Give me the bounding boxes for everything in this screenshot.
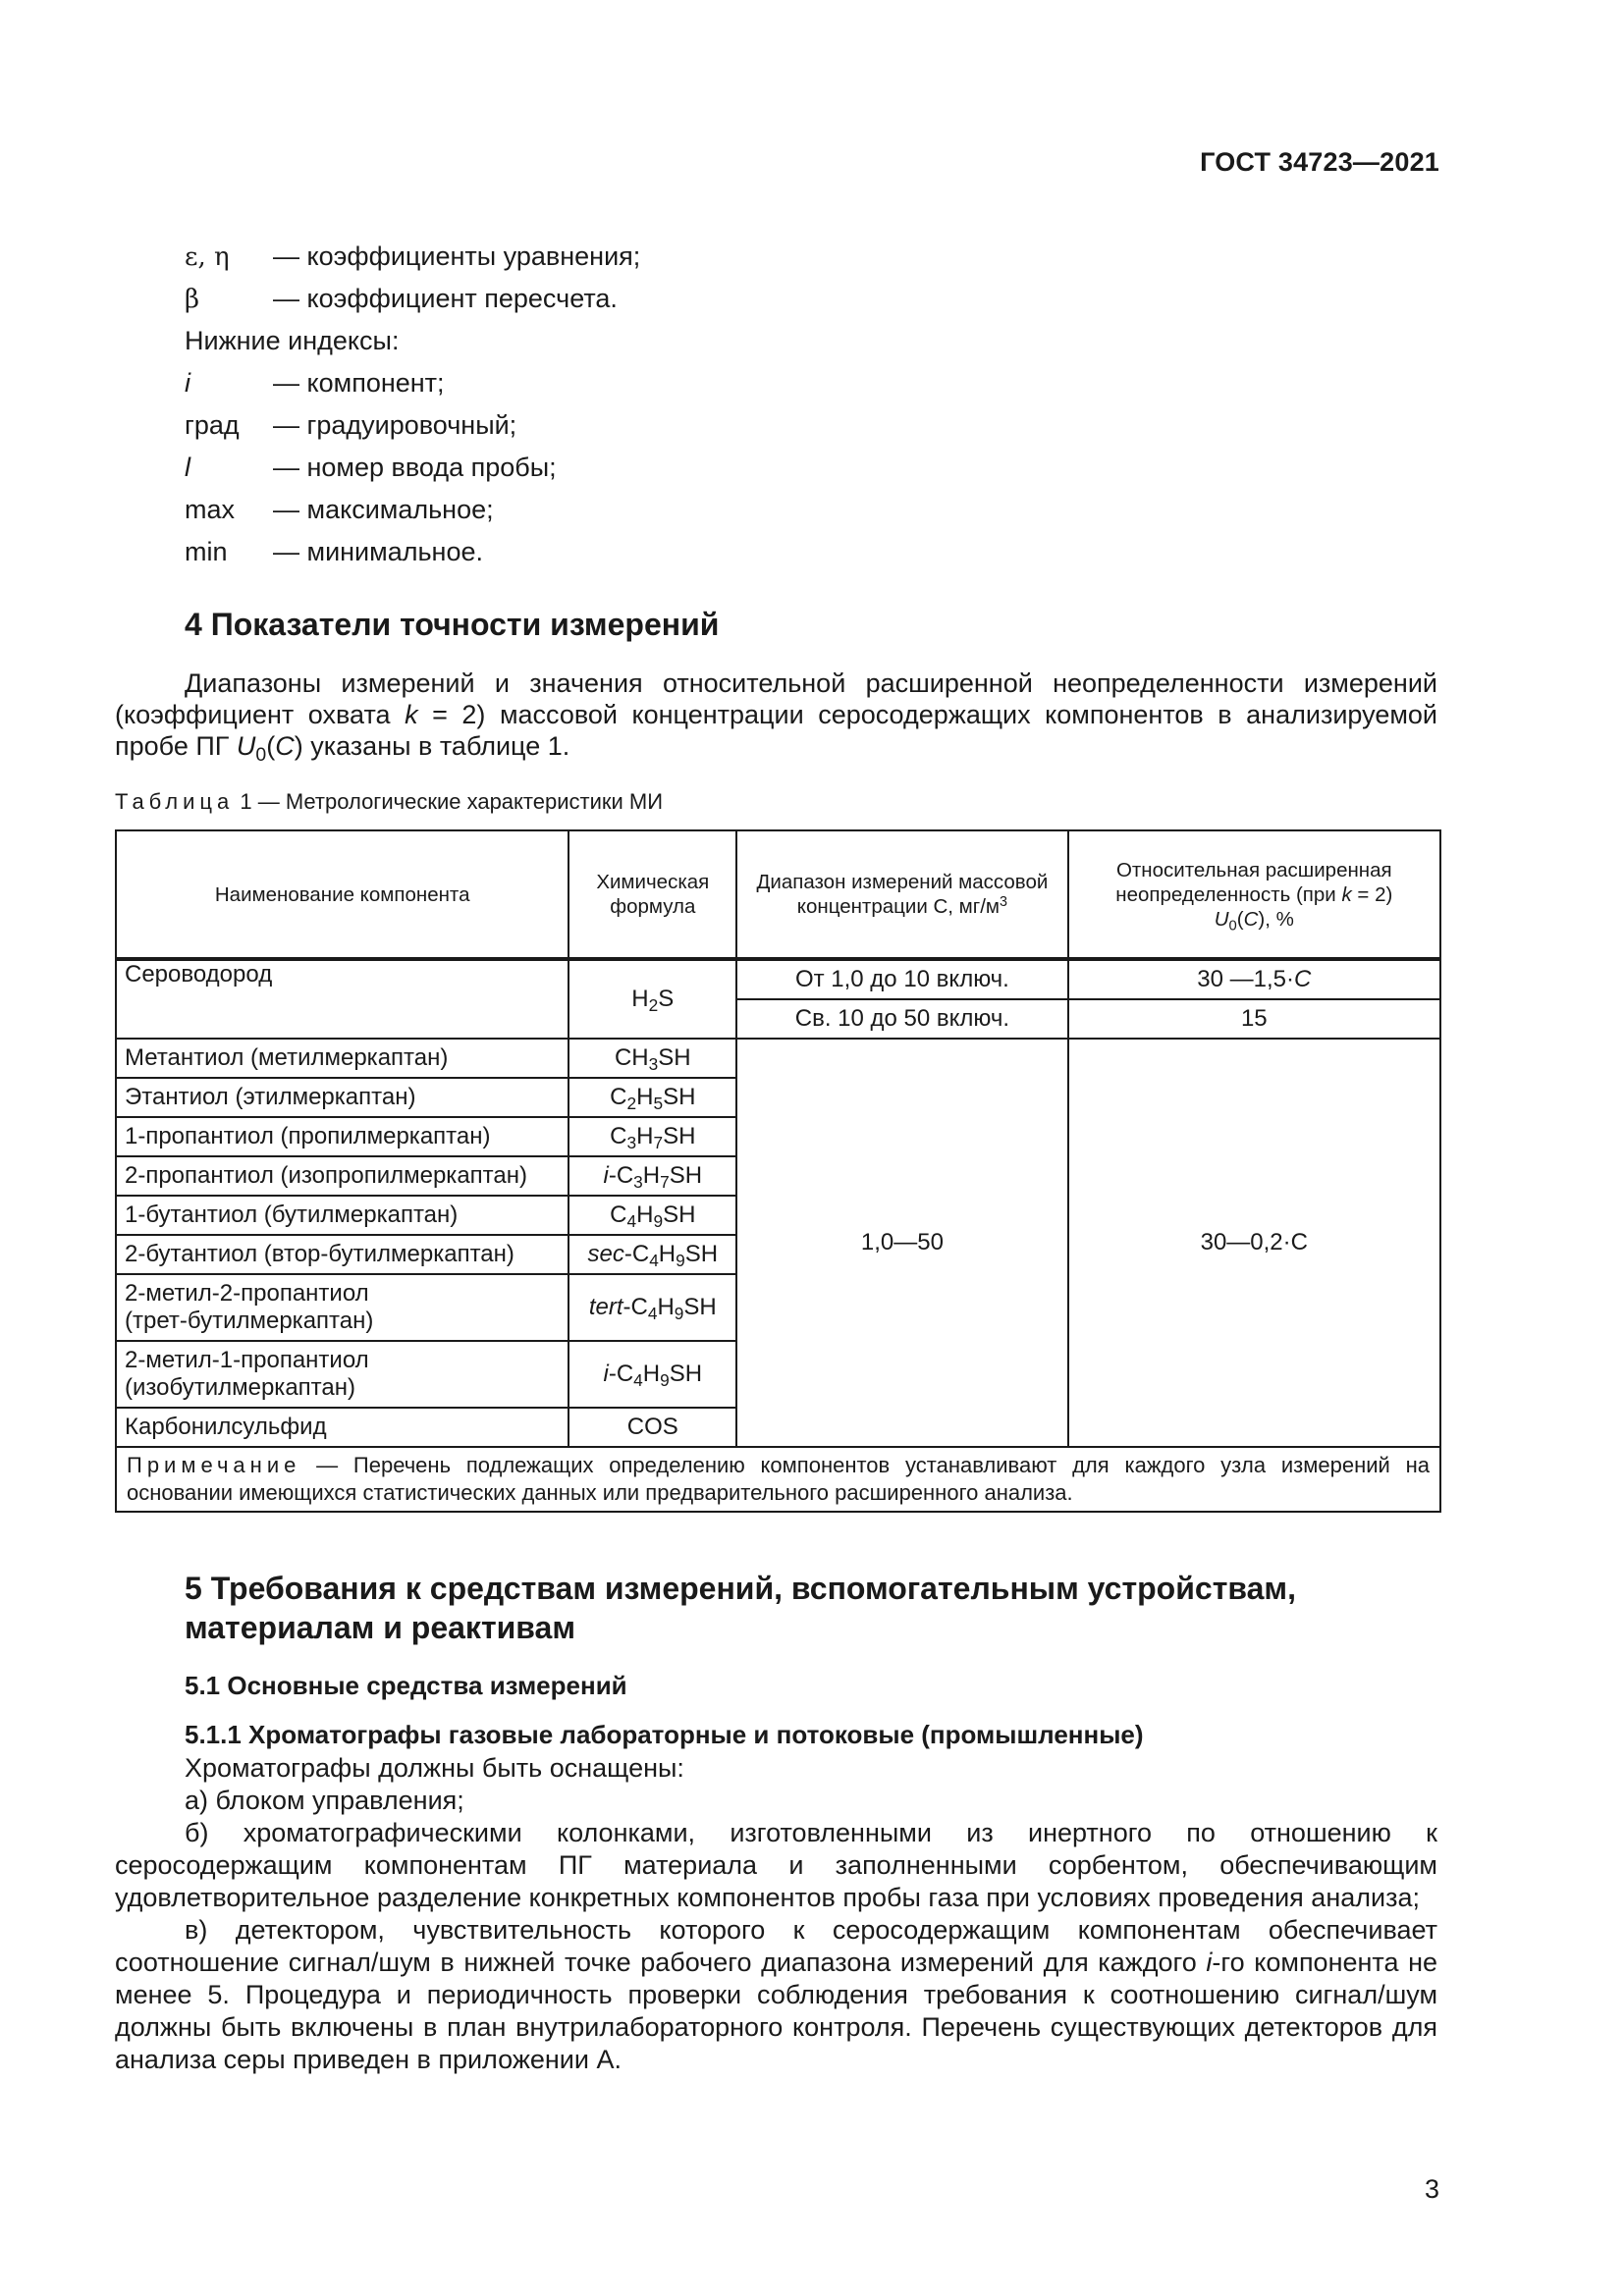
f-sub: 9 xyxy=(660,1370,670,1391)
subscripts-label: Нижние индексы: xyxy=(185,326,400,355)
f-part: H xyxy=(658,1241,677,1267)
legend-text: — компонент; xyxy=(273,368,445,398)
f-part: SH xyxy=(669,1361,703,1387)
f-sub: 5 xyxy=(653,1094,664,1114)
cell-formula xyxy=(568,1156,736,1196)
title-line: 5 Требования к средствам измерений, вспомогательным устройствам, xyxy=(185,1571,1296,1606)
body-paragraph: а) блоком управления; xyxy=(185,1786,464,1815)
legend-text: — градуировочный; xyxy=(273,410,517,440)
header-range-sup: 3 xyxy=(1000,893,1008,910)
note-word: Примечание xyxy=(127,1453,301,1477)
cell-formula xyxy=(568,1196,736,1235)
table-caption xyxy=(115,789,663,815)
body-paragraph: Хроматографы должны быть оснащены: xyxy=(185,1753,684,1783)
f-part: SH xyxy=(663,1084,696,1110)
subsection-5-1-1-title: 5.1.1 Хроматографы газовые лабораторные и потоковые (промышленные) xyxy=(185,1720,1144,1749)
legend-text: — номер ввода пробы; xyxy=(273,453,557,482)
para-u-sub: 0 xyxy=(255,743,267,766)
cell-formula xyxy=(568,1341,736,1408)
cell-range: От 1,0 до 10 включ. xyxy=(736,959,1067,999)
legend-item xyxy=(185,531,1451,573)
f-sub: 3 xyxy=(648,1054,659,1075)
header-uncert-c: C xyxy=(1243,907,1259,931)
name-line: (изобутилмеркаптан) xyxy=(125,1374,355,1401)
header-range-text: Диапазон измерений массовой концентрации С, мг/м xyxy=(756,871,1049,918)
cell-name: Этантиол (этилмеркаптан) xyxy=(116,1078,568,1117)
legend-item xyxy=(185,362,1451,404)
f-part: C xyxy=(610,1201,627,1228)
f-sub: 9 xyxy=(676,1251,685,1271)
cell-name xyxy=(116,1341,568,1408)
f-part: - xyxy=(623,1294,631,1320)
f-part: - xyxy=(608,1361,617,1387)
legend-item xyxy=(185,489,1451,531)
legend-symbol: β xyxy=(185,284,200,314)
table-note-row xyxy=(116,1447,1440,1512)
f-sub: 9 xyxy=(674,1304,684,1324)
para-text: = 2) массовой концентрации серосодержащих компонентов в анализируемой пробе ПГ xyxy=(115,700,1437,761)
cell-name: 1-пропантиол (пропилмеркаптан) xyxy=(116,1117,568,1156)
f-part: H xyxy=(657,1294,675,1320)
f-part: SH xyxy=(663,1201,696,1228)
section-5-body xyxy=(115,1752,1437,2076)
f-sub: 7 xyxy=(653,1133,664,1153)
cell-formula xyxy=(568,1235,736,1274)
cell-formula xyxy=(568,1117,736,1156)
f-part: CH xyxy=(614,1044,649,1071)
header-uncert-k: k xyxy=(1341,882,1352,906)
caption-word: Таблица xyxy=(115,789,235,814)
header-uncert-eq: = 2) xyxy=(1351,882,1393,906)
cell-formula xyxy=(568,959,736,1039)
f-part: H xyxy=(636,1084,654,1110)
para-c: C xyxy=(275,731,295,761)
header-formula: Химическая формула xyxy=(568,830,736,959)
legend-text: — коэффициент пересчета. xyxy=(273,284,618,313)
f-prefix: tert xyxy=(588,1294,623,1320)
f-prefix: i xyxy=(603,1361,609,1387)
legend-symbol: l xyxy=(185,453,190,482)
f-part: C xyxy=(616,1162,634,1189)
f-part: H xyxy=(631,986,649,1012)
cell-name: 1-бутантиол (бутилмеркаптан) xyxy=(116,1196,568,1235)
legend-item xyxy=(185,404,1451,447)
cell-uncertainty xyxy=(1068,959,1440,999)
caption-text: 1 — Метрологические характеристики МИ xyxy=(240,789,664,814)
f-part: - xyxy=(608,1162,617,1189)
legend-text: — минимальное. xyxy=(273,537,483,566)
cell-formula xyxy=(568,1274,736,1341)
legend-text: — коэффициенты уравнения; xyxy=(273,241,641,271)
f-sub: 3 xyxy=(626,1133,637,1153)
f-part: SH xyxy=(663,1123,696,1149)
cell-name xyxy=(116,1274,568,1341)
header-range xyxy=(736,830,1067,959)
cell-range-group: 1,0—50 xyxy=(736,1039,1067,1447)
para-text: в) детектором, чувствительность которого к серосодержащим компонентам обеспечивает соотношение сигнал/шум в нижней точке рабочего диапазона измерений для каждого xyxy=(115,1915,1437,1977)
f-part: SH xyxy=(658,1044,691,1071)
f-part: C xyxy=(610,1123,627,1149)
page-number: 3 xyxy=(1424,2174,1439,2204)
legend-symbol: min xyxy=(185,537,228,566)
table-header-row xyxy=(116,830,1440,959)
table-note xyxy=(116,1447,1440,1512)
f-part: SH xyxy=(683,1294,717,1320)
cell-range: Св. 10 до 50 включ. xyxy=(736,999,1067,1039)
legend-text: — максимальное; xyxy=(273,495,494,524)
para-k: k xyxy=(405,700,418,729)
symbol-legend xyxy=(185,236,1451,573)
cell-uncertainty-group: 30—0,2·C xyxy=(1068,1039,1440,1447)
table-row xyxy=(116,1039,1440,1078)
legend-symbol: i xyxy=(185,368,190,398)
legend-symbol: град xyxy=(185,410,240,440)
header-component: Наименование компонента xyxy=(116,830,568,959)
uncert-c: C xyxy=(1293,966,1312,992)
uncert-text: 30 —1,5· xyxy=(1197,966,1294,992)
section-5-title xyxy=(185,1569,1296,1647)
para-i: i xyxy=(1206,1948,1213,1977)
cell-formula: COS xyxy=(568,1408,736,1447)
f-part: H xyxy=(642,1162,661,1189)
title-line: материалам и реактивам xyxy=(185,1610,575,1645)
header-uncert-u: U xyxy=(1214,907,1229,931)
name-line: 2-метил-2-пропантиол xyxy=(125,1280,369,1307)
name-line: (трет-бутилмеркаптан) xyxy=(125,1308,374,1334)
f-sub: 7 xyxy=(660,1172,670,1193)
f-sub: 4 xyxy=(649,1251,659,1271)
f-part: SH xyxy=(684,1241,719,1267)
f-sub: 4 xyxy=(647,1304,658,1324)
para-u: U xyxy=(236,731,256,761)
para-text: Диапазоны измерений и значения относительной расширенной неопределенности измерений (коэффициент охвата xyxy=(115,668,1437,729)
legend-item xyxy=(185,278,1451,320)
metrology-table xyxy=(115,829,1441,1513)
cell-uncertainty: 15 xyxy=(1068,999,1440,1039)
para-text: -го компонента не менее 5. Процедура и периодичность проверки соблюдения требования к соотношению сигнал/шум должны быть включены в план внутрилабораторного контроля. Перечень существующих детекторов для анализа серы приведен в приложении А. xyxy=(115,1948,1437,2074)
body-paragraph xyxy=(115,1914,1437,2076)
section-4-title: 4 Показатели точности измерений xyxy=(185,607,720,642)
note-text: — Перечень подлежащих определению компонентов устанавливают для каждого узла измерений на основании имеющихся статистических данных или предварительного расширенного анализа. xyxy=(127,1453,1430,1505)
subsection-5-1-title: 5.1 Основные средства измерений xyxy=(185,1671,627,1700)
f-sub: 2 xyxy=(626,1094,637,1114)
f-part: C xyxy=(630,1294,648,1320)
cell-formula xyxy=(568,1078,736,1117)
header-uncert-sub: 0 xyxy=(1228,917,1237,934)
f-sub: 4 xyxy=(633,1370,643,1391)
cell-name: Сероводород xyxy=(116,959,568,1039)
f-prefix: sec xyxy=(587,1241,624,1267)
header-uncertainty: Относительная расширенная неопределенность (при k = 2) $U_0(C)$, % xyxy=(1068,830,1440,959)
f-sub: 9 xyxy=(653,1211,664,1232)
cell-name: Метантиол (метилмеркаптан) xyxy=(116,1039,568,1078)
f-sub: 2 xyxy=(648,995,659,1016)
f-sub: 4 xyxy=(626,1211,637,1232)
f-part: - xyxy=(623,1241,632,1267)
header-uncert-tail: , % xyxy=(1265,907,1294,931)
f-prefix: i xyxy=(603,1162,609,1189)
f-sub: 3 xyxy=(633,1172,643,1193)
f-part: H xyxy=(636,1123,654,1149)
f-part: SH xyxy=(669,1162,703,1189)
table-row xyxy=(116,959,1440,999)
legend-symbol: ε, η xyxy=(185,241,230,272)
document-code: ГОСТ 34723—2021 xyxy=(1200,147,1439,177)
f-part: S xyxy=(658,986,675,1012)
f-part: C xyxy=(616,1361,634,1387)
cell-name: 2-пропантиол (изопропилмеркаптан) xyxy=(116,1156,568,1196)
legend-item xyxy=(185,447,1451,489)
header-uncert-text: Относительная расширенная неопределенность (при xyxy=(1115,858,1392,906)
cell-formula xyxy=(568,1039,736,1078)
f-part: C xyxy=(610,1084,627,1110)
legend-item xyxy=(185,236,1451,278)
para-text: указаны в таблице 1. xyxy=(302,731,570,761)
f-part: C xyxy=(631,1241,650,1267)
cell-name: 2-бутантиол (втор-бутилмеркаптан) xyxy=(116,1235,568,1274)
cell-name: Карбонилсульфид xyxy=(116,1408,568,1447)
name-line: 2-метил-1-пропантиол xyxy=(125,1347,369,1373)
body-paragraph: б) хроматографическими колонками, изготовленными из инертного по отношению к серосодержащим компонентам ПГ материала и заполненными сорбентом, обеспечивающим удовлетворительное разделение конкретных компонентов пробы газа при условиях проведения анализа; xyxy=(115,1818,1437,1912)
f-part: H xyxy=(642,1361,661,1387)
f-part: H xyxy=(636,1201,654,1228)
section-4-paragraph: Диапазоны измерений и значения относительной расширенной неопределенности измерений (коэффициент охвата k = 2) массовой концентрации серосодержащих компонентов в анализируемой пробе ПГ $U_0(C)$ указаны в таблице 1. xyxy=(115,668,1437,766)
legend-symbol: max xyxy=(185,495,236,524)
